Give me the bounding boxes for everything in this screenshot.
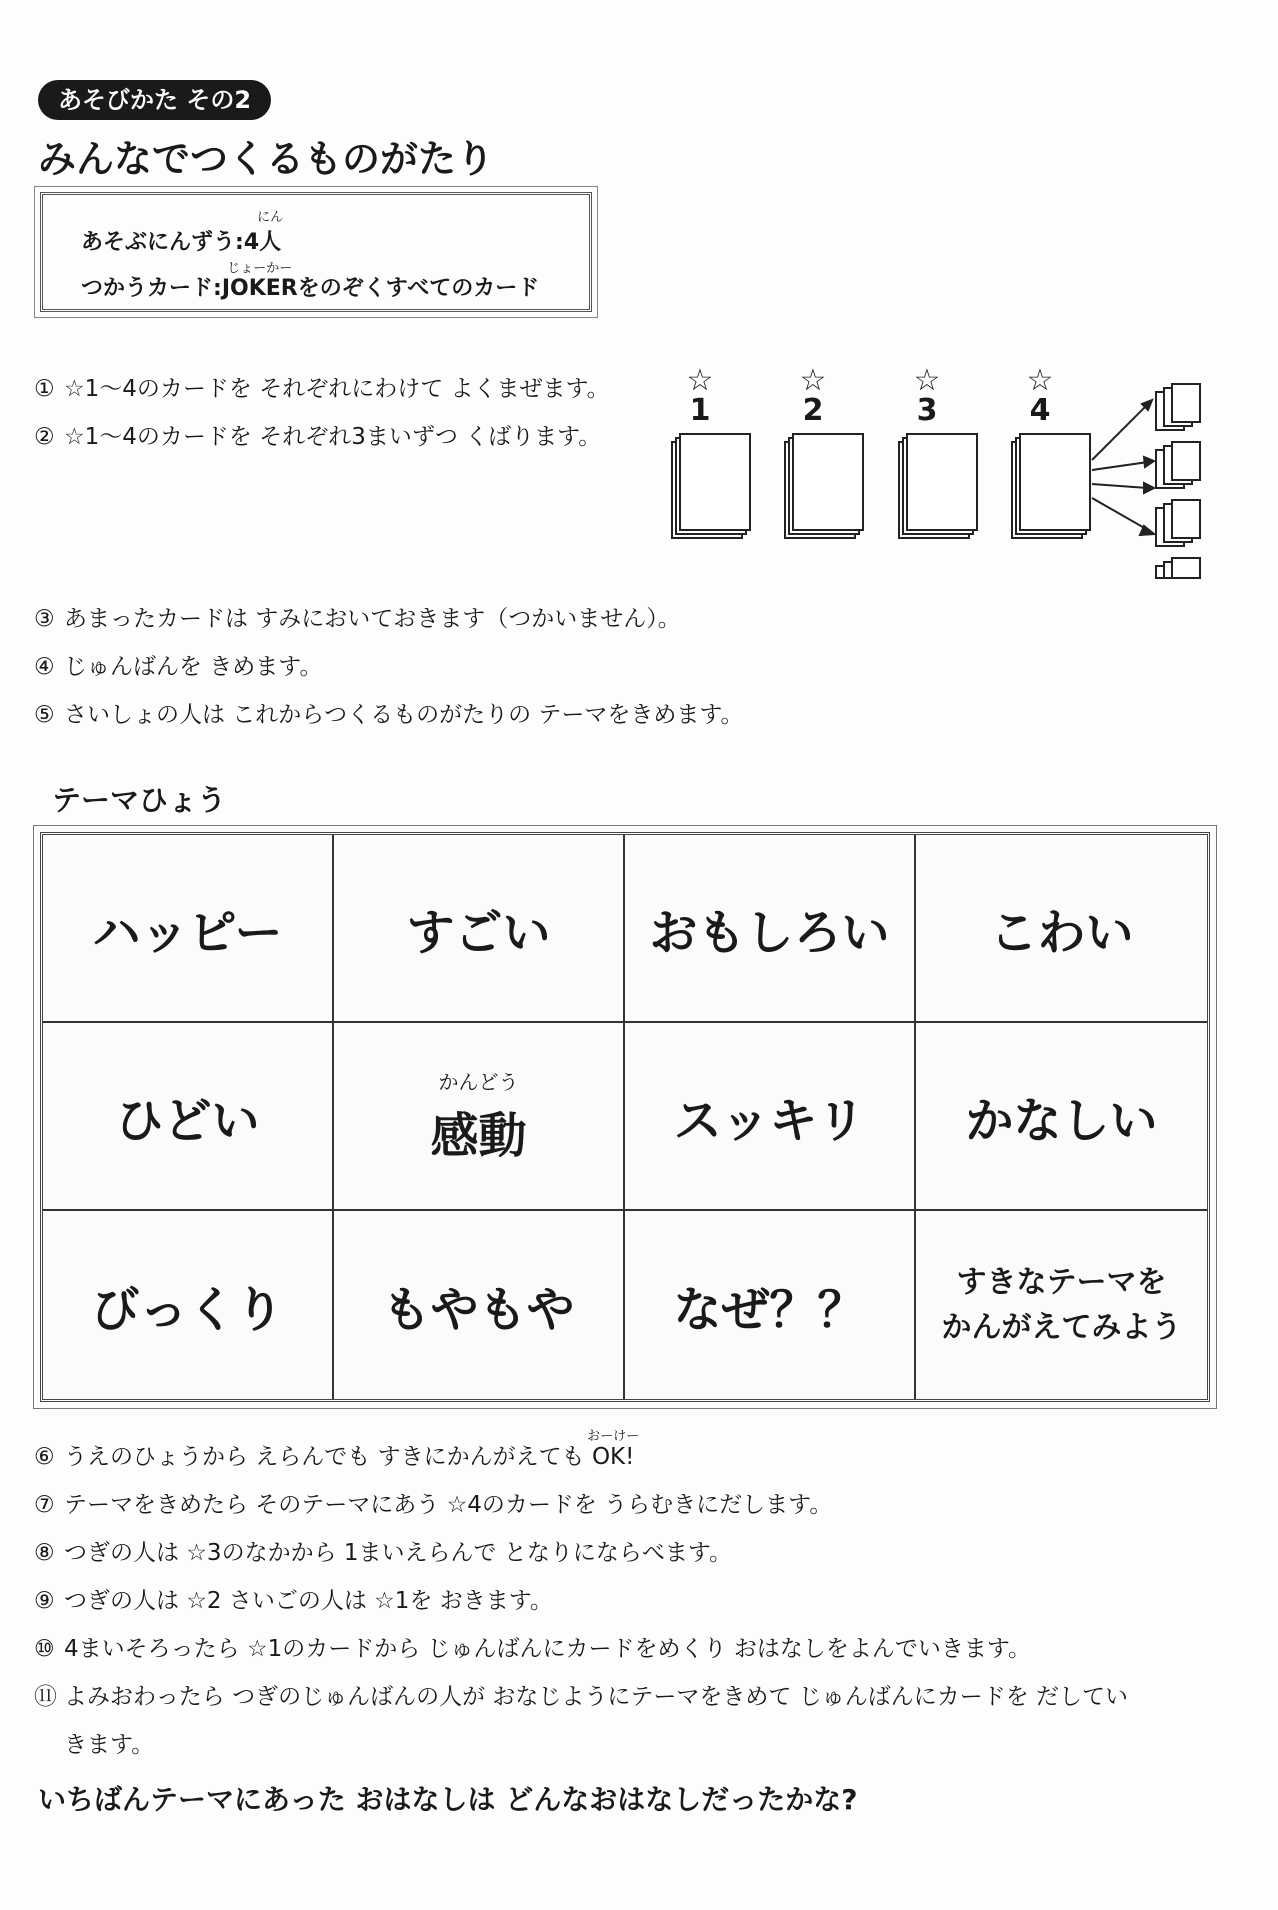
theme-text: 感動 [430, 1108, 527, 1164]
step-8 [34, 1534, 732, 1567]
theme-text: こわい [989, 904, 1134, 961]
deal-diagram [670, 360, 1230, 580]
step-2 [34, 418, 601, 451]
theme-cell [334, 835, 625, 1023]
step-11-number: ⑪ [34, 1684, 57, 1710]
theme-text: すきなテーマを [956, 1265, 1167, 1300]
step-11-text: よみおわったら つぎのじゅんばんの人が おなじようにテーマをきめて じゅんばんにカードを だしてい [64, 1684, 1129, 1710]
step-9-text: つぎの人は ☆2 さいごの人は ☆1を おきます。 [64, 1588, 553, 1614]
theme-text: スッキリ [673, 1092, 866, 1149]
deck-1-number: 1 [689, 393, 711, 428]
closing-question: いちばんテーマにあった おはなしは どんなおはなしだったかな? [38, 1783, 858, 1816]
step-11 [34, 1678, 1128, 1711]
player-hand-2 [1156, 442, 1200, 488]
step-7 [34, 1486, 832, 1519]
theme-cell-free-choice [916, 1211, 1207, 1399]
step-4-number: ④ [34, 654, 55, 680]
step-11-continuation: きます。 [64, 1732, 155, 1758]
cards-line [81, 261, 540, 302]
player-hand-3 [1156, 500, 1200, 546]
step-6-number: ⑥ [34, 1444, 55, 1470]
deck-4-number: 4 [1029, 393, 1051, 428]
cards-sep: : [213, 276, 222, 301]
joker-ruby: じょーかー [227, 261, 293, 276]
section-badge: あそびかた その2 [38, 80, 271, 120]
theme-text: おもしろい [649, 904, 890, 961]
players-line [81, 210, 284, 256]
step-7-text: テーマをきめたら そのテーマにあう ☆4のカードを うらむきにだします。 [64, 1492, 833, 1518]
deck-2-stack [785, 434, 863, 538]
theme-cell [334, 1211, 625, 1399]
step-1-number: ① [34, 376, 55, 402]
star-icon: ☆ [1026, 363, 1054, 398]
theme-cell [625, 1211, 916, 1399]
step-5 [34, 696, 744, 729]
step-2-text: ☆1〜4のカードを それぞれ3まいずつ くばります。 [64, 424, 602, 450]
players-ruby: にん [257, 210, 284, 225]
theme-cell [625, 835, 916, 1023]
theme-cell [43, 1023, 334, 1211]
theme-table [40, 832, 1210, 1402]
theme-cell [916, 1023, 1207, 1211]
theme-text: ハッピー [92, 904, 283, 961]
step-10 [34, 1630, 1031, 1663]
players-label: あそぶにんずう [81, 230, 236, 255]
players-value: :4 [235, 230, 260, 255]
theme-text: びっくり [91, 1281, 284, 1338]
step-3-number: ③ [34, 606, 55, 632]
step-10-number: ⑩ [34, 1636, 55, 1662]
step-2-number: ② [34, 424, 55, 450]
page-title: みんなでつくるものがたり [38, 137, 495, 181]
step-10-text: 4まいそろったら ☆1のカードから じゅんばんにカードをめくり おはなしをよんでいきます。 [64, 1636, 1031, 1662]
step-5-text: さいしょの人は これからつくるものがたりの テーマをきめます。 [64, 702, 744, 728]
step-5-number: ⑤ [34, 702, 55, 728]
cards-label: つかうカード [81, 276, 214, 301]
deck-2-number: 2 [802, 393, 824, 428]
star-icon: ☆ [913, 363, 941, 398]
step-1-text: ☆1〜4のカードを それぞれにわけて よくまぜます。 [64, 376, 610, 402]
theme-text: ひどい [115, 1092, 260, 1149]
star-icon: ☆ [686, 363, 714, 398]
players-kanji-wrap [257, 210, 284, 256]
theme-ruby: かんどう [438, 1070, 519, 1094]
step-3-text: あまったカードは すみにおいておきます（つかいません）。 [64, 606, 681, 632]
theme-cell [625, 1023, 916, 1211]
step-1 [34, 370, 610, 403]
star-icon: ☆ [799, 363, 827, 398]
theme-cell [43, 1211, 334, 1399]
step-8-text: つぎの人は ☆3のなかから 1まいえらんで となりにならべます。 [64, 1540, 732, 1566]
joker-wrap [221, 261, 298, 301]
theme-text: なぜ？？ [673, 1281, 866, 1338]
deck-3-stack [899, 434, 977, 538]
theme-text-line2: かんがえてみよう [941, 1310, 1182, 1345]
deck-4-stack [1012, 434, 1090, 538]
theme-cell [43, 835, 334, 1023]
step-3 [34, 600, 681, 633]
step-7-number: ⑦ [34, 1492, 55, 1518]
info-box [40, 192, 592, 312]
ok-text: OK! [591, 1444, 635, 1470]
cards-value: をのぞくすべてのカード [297, 276, 540, 301]
theme-text: すごい [406, 904, 551, 961]
step-9-number: ⑨ [34, 1588, 55, 1614]
ok-wrap [587, 1429, 640, 1470]
step-6 [34, 1429, 640, 1471]
player-hand-1 [1156, 384, 1200, 430]
theme-table-heading: テーマひょう [52, 783, 227, 817]
theme-cell [334, 1023, 625, 1211]
theme-text: かなしい [965, 1092, 1158, 1149]
player-hand-4 [1156, 558, 1200, 578]
deck-3-number: 3 [916, 393, 938, 428]
step-4 [34, 648, 322, 681]
deck-1-stack [672, 434, 750, 538]
theme-text: もやもや [382, 1281, 575, 1338]
card-stacks-svg [670, 360, 1230, 580]
joker-text: JOKER [221, 276, 298, 301]
players-kanji: 人 [259, 230, 282, 255]
ok-ruby: おーけー [587, 1429, 640, 1444]
step-4-text: じゅんばんを きめます。 [64, 654, 323, 680]
theme-cell [916, 835, 1207, 1023]
step-8-number: ⑧ [34, 1540, 55, 1566]
deal-arrows [1092, 400, 1154, 535]
step-6-text: うえのひょうから えらんでも すきにかんがえても [64, 1444, 592, 1470]
step-9 [34, 1582, 553, 1615]
